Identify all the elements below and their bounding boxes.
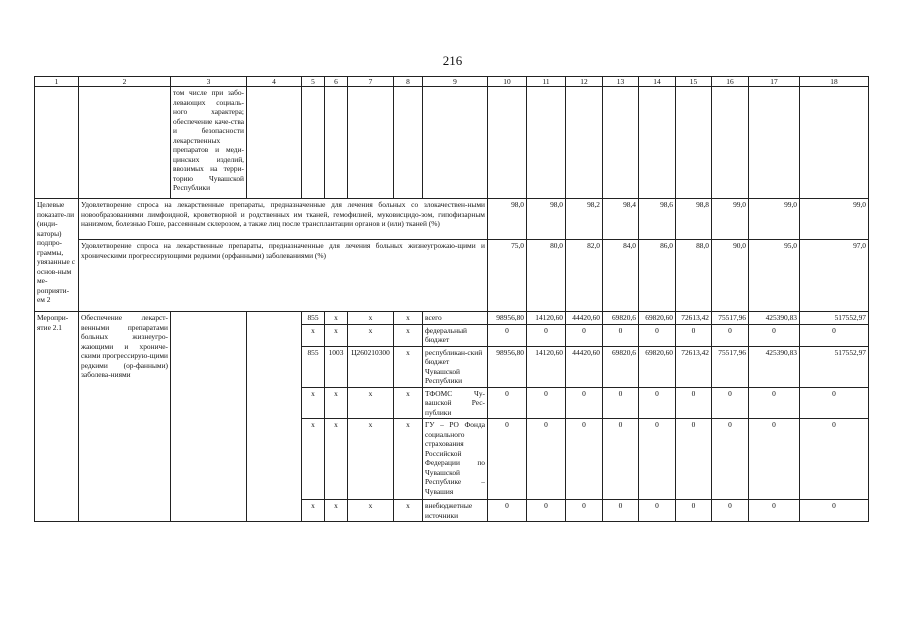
amount: 0	[488, 419, 527, 500]
target-text: Удовлетворение спроса на лекарственные препараты, предназначенные для лечения больных жизнеугрожаю-щими и хроническими прогрессирующими редкими (орфанными) заболеваниями (%)	[79, 240, 488, 312]
cell: x	[302, 500, 325, 522]
amount: 425390,83	[749, 312, 800, 325]
header-cell: 10	[488, 77, 527, 87]
amount: 0	[639, 324, 676, 346]
amount: 0	[527, 324, 566, 346]
header-cell: 9	[423, 77, 488, 87]
cell: x	[302, 324, 325, 346]
amount: 0	[749, 324, 800, 346]
funding-source: республикан-ский бюджет Чувашской Республики	[423, 346, 488, 387]
cell: Ц260210300	[348, 346, 394, 387]
amount: 0	[566, 419, 603, 500]
program-table	[34, 76, 869, 522]
amount: 0	[800, 387, 869, 419]
amount: 72613,42	[676, 312, 712, 325]
cell: x	[348, 324, 394, 346]
amount: 0	[749, 500, 800, 522]
amount: 0	[800, 324, 869, 346]
cell: x	[394, 419, 423, 500]
target-value: 95,0	[749, 240, 800, 312]
target-value: 98,0	[488, 199, 527, 240]
target-value: 84,0	[603, 240, 639, 312]
cell: x	[302, 387, 325, 419]
amount: 0	[676, 500, 712, 522]
amount: 517552,97	[800, 312, 869, 325]
amount: 0	[527, 387, 566, 419]
amount: 69820,6	[603, 312, 639, 325]
amount: 0	[800, 500, 869, 522]
amount: 0	[749, 387, 800, 419]
intro-row	[35, 87, 869, 199]
amount: 0	[712, 387, 749, 419]
target-value: 99,0	[800, 199, 869, 240]
header-cell: 8	[394, 77, 423, 87]
header-cell: 17	[749, 77, 800, 87]
amount: 0	[800, 419, 869, 500]
header-cell: 13	[603, 77, 639, 87]
amount: 0	[566, 324, 603, 346]
page-number: 216	[442, 53, 463, 68]
target-value: 88,0	[676, 240, 712, 312]
cell: x	[325, 312, 348, 325]
cell: x	[394, 346, 423, 387]
amount: 0	[488, 324, 527, 346]
amount: 0	[639, 419, 676, 500]
header-cell: 1	[35, 77, 79, 87]
amount: 98956,80	[488, 312, 527, 325]
target-value: 98,8	[676, 199, 712, 240]
cell: 855	[302, 312, 325, 325]
target-row	[35, 199, 869, 240]
amount: 0	[639, 387, 676, 419]
amount: 72613,42	[676, 346, 712, 387]
target-value: 97,0	[800, 240, 869, 312]
amount: 0	[566, 387, 603, 419]
cell: 1003	[325, 346, 348, 387]
amount: 14120,60	[527, 346, 566, 387]
header-cell: 16	[712, 77, 749, 87]
header-cell: 4	[247, 77, 302, 87]
target-text: Удовлетворение спроса на лекарственные препараты, предназначенные для лечения больных со злокачествен-ными новообразованиями лимфоидной, кроветворной и родственных им тканей, гемофилией, муковисцидо-зом, гипофизарным нанизмом, болезнью Гоше, рассеянным склерозом, а также лиц после трансплантации органов и (или) тканей (%)	[79, 199, 488, 240]
cell: x	[394, 312, 423, 325]
intro-text: том числе при забо-левающих социаль-ного характера; обеспечение каче-ства и безопасности лекарственных препаратов и меди-цинских изделий, ввозимых на терри-торию Чувашской Республики	[171, 87, 247, 199]
amount: 0	[712, 419, 749, 500]
amount: 0	[676, 419, 712, 500]
header-cell: 2	[79, 77, 171, 87]
amount: 98956,80	[488, 346, 527, 387]
amount: 44420,60	[566, 312, 603, 325]
header-cell: 5	[302, 77, 325, 87]
cell: x	[325, 419, 348, 500]
header-cell: 11	[527, 77, 566, 87]
amount: 0	[603, 500, 639, 522]
amount: 0	[712, 500, 749, 522]
cell: x	[394, 324, 423, 346]
measure-row	[35, 312, 869, 325]
amount: 0	[676, 324, 712, 346]
amount: 0	[488, 500, 527, 522]
amount: 75517,96	[712, 346, 749, 387]
target-value: 75,0	[488, 240, 527, 312]
amount: 517552,97	[800, 346, 869, 387]
target-value: 90,0	[712, 240, 749, 312]
cell: x	[348, 387, 394, 419]
amount: 0	[603, 419, 639, 500]
header-cell: 6	[325, 77, 348, 87]
funding-source: ГУ – РО Фонда социального страхования Российской Федерации по Чувашской Республике – Чувашия	[423, 419, 488, 500]
header-cell: 15	[676, 77, 712, 87]
header-cell: 12	[566, 77, 603, 87]
measure-description: Обеспечение лекарст-венными препаратами больных жизнеугро-жающими и хрониче-скими прогрессирую-щими редкими (ор-фанными) заболева-ниями	[79, 312, 171, 522]
funding-source: ТФОМС Чу-вашской Рес-публики	[423, 387, 488, 419]
amount: 0	[603, 387, 639, 419]
target-value: 82,0	[566, 240, 603, 312]
amount: 0	[488, 387, 527, 419]
target-value: 98,2	[566, 199, 603, 240]
cell: 855	[302, 346, 325, 387]
amount: 0	[639, 500, 676, 522]
cell: x	[394, 500, 423, 522]
header-cell: 7	[348, 77, 394, 87]
cell: x	[348, 312, 394, 325]
amount: 44420,60	[566, 346, 603, 387]
target-value: 98,6	[639, 199, 676, 240]
target-value: 80,0	[527, 240, 566, 312]
amount: 0	[603, 324, 639, 346]
target-value: 98,4	[603, 199, 639, 240]
measure-label: Меропри-ятие 2.1	[35, 312, 79, 522]
funding-source: внебюджетные источники	[423, 500, 488, 522]
target-value: 86,0	[639, 240, 676, 312]
amount: 425390,83	[749, 346, 800, 387]
amount: 0	[527, 419, 566, 500]
funding-source: федеральный бюджет	[423, 324, 488, 346]
cell: x	[394, 387, 423, 419]
cell: x	[325, 324, 348, 346]
target-value: 99,0	[749, 199, 800, 240]
amount: 0	[676, 387, 712, 419]
amount: 0	[749, 419, 800, 500]
amount: 69820,60	[639, 312, 676, 325]
amount: 0	[566, 500, 603, 522]
amount: 69820,6	[603, 346, 639, 387]
amount: 0	[712, 324, 749, 346]
targets-label: Целевые показате-ли (инди-каторы) подпро-граммы, увязанные с основ-ным ме-роприяти-ем 2	[35, 199, 79, 312]
target-value: 98,0	[527, 199, 566, 240]
cell: x	[302, 419, 325, 500]
amount: 69820,60	[639, 346, 676, 387]
target-value: 99,0	[712, 199, 749, 240]
header-row	[35, 77, 869, 87]
cell: x	[325, 387, 348, 419]
cell: x	[325, 500, 348, 522]
amount: 75517,96	[712, 312, 749, 325]
header-cell: 18	[800, 77, 869, 87]
cell: x	[348, 500, 394, 522]
cell: x	[348, 419, 394, 500]
target-row	[35, 240, 869, 312]
amount: 0	[527, 500, 566, 522]
header-cell: 3	[171, 77, 247, 87]
funding-source: всего	[423, 312, 488, 325]
amount: 14120,60	[527, 312, 566, 325]
header-cell: 14	[639, 77, 676, 87]
